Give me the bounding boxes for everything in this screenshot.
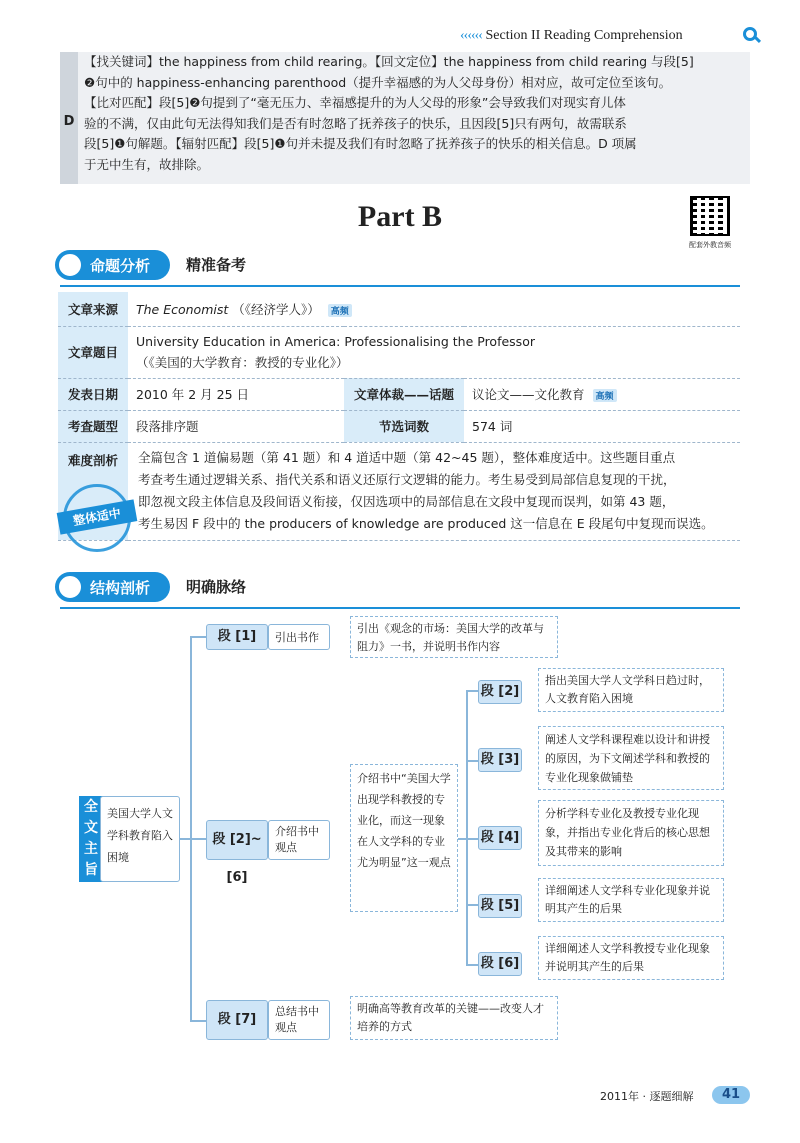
segment-1-desc: 引出书作 <box>268 624 330 650</box>
tree-connector <box>466 760 478 762</box>
tree-connector <box>190 838 206 840</box>
value-source <box>128 292 740 326</box>
segment-5-label: 段 [5] <box>478 894 522 918</box>
label-question-type: 考查题型 <box>58 410 128 442</box>
segment-3-label: 段 [3] <box>478 748 522 772</box>
hot-badge: 高频 <box>328 304 352 317</box>
value-title <box>128 326 740 378</box>
difficulty-line: 即忽视文段主体信息及段间语义衔接，仅因选项中的局部信息在文段中复现而误判，如第 43 题， <box>138 494 675 509</box>
value-genre <box>464 378 740 410</box>
value-word-count: 574 词 <box>464 410 740 442</box>
section-subtitle: 明确脉络 <box>186 578 247 596</box>
segment-3-note: 阐述人文学科课程难以设计和讲授的原因，为下文阐述学科和教授的专业化现象做铺垫 <box>538 726 724 790</box>
section-divider <box>60 607 740 609</box>
value-question-type: 段落排序题 <box>128 410 344 442</box>
tree-connector <box>190 636 206 638</box>
section-title: Section II Reading Comprehension <box>485 28 683 43</box>
segment-6-label: 段 [6] <box>478 952 522 976</box>
section-title-text: 结构剖析 <box>90 578 151 597</box>
answer-explanation <box>84 52 746 176</box>
segment-2-6-desc: 介绍书中观点 <box>268 820 330 860</box>
explanation-line: 段[5]❶句解题。【辐射匹配】段[5]❶句并未提及我们有时忽略了抚养孩子的快乐的相关信息。D 项属 <box>84 136 637 152</box>
main-theme-text: 美国大学人文学科教育陷入困境 <box>100 796 180 882</box>
segment-7-desc: 总结书中观点 <box>268 1000 330 1040</box>
qr-code-pattern <box>693 199 727 233</box>
subtree-trunk <box>466 690 468 964</box>
difficulty-line: 全篇包含 1 道偏易题（第 41 题）和 4 道适中题（第 42~45 题），整体难度适中。这些题目重点 <box>138 450 676 465</box>
explanation-line: ❷句中的 happiness-enhancing parenthood（提升幸福感的为人父母身份）相对应，故可定位至该句。 <box>84 74 672 90</box>
main-theme-label: 全文主旨 <box>79 796 103 882</box>
explanation-line: 于无中生有，故排除。 <box>84 156 210 172</box>
page-number: 41 <box>712 1086 750 1104</box>
magnifier-icon <box>55 572 85 602</box>
part-title: Part B <box>357 200 443 233</box>
segment-2-note: 指出美国大学人文学科日趋过时，人文教育陷入困境 <box>538 668 724 712</box>
label-date: 发表日期 <box>58 378 128 410</box>
title-cn: （《美国的大学教育：教授的专业化》） <box>136 354 349 370</box>
source-en: The Economist <box>136 301 229 317</box>
segment-2-label: 段 [2] <box>478 680 522 704</box>
tree-connector <box>190 1020 206 1022</box>
segment-1-note: 引出《观念的市场：美国大学的改革与阻力》一书，并说明书作内容 <box>350 616 558 658</box>
difficulty-line: 考生易因 F 段中的 the producers of knowledge are produced 这一信息在 E 段尾句中复现而误选。 <box>138 516 714 531</box>
hot-badge: 高频 <box>593 389 617 402</box>
label-word-count: 节选词数 <box>344 410 464 442</box>
segment-2-6-note: 介绍书中“美国大学出现学科教授的专业化，而这一现象在人文学科的专业尤为明显”这一观点 <box>350 764 458 912</box>
title-en: University Education in America: Professionalising the Professor <box>136 333 535 349</box>
difficulty-line: 考查考生通过逻辑关系、指代关系和语义还原行文逻辑的能力。考生易受到局部信息复现的干扰， <box>138 472 676 487</box>
segment-2-6-label: 段 [2]~[6] <box>206 820 268 860</box>
segment-7-label: 段 [7] <box>206 1000 268 1040</box>
label-title: 文章题目 <box>58 326 128 378</box>
value-difficulty <box>128 442 740 540</box>
value-date: 2010 年 2 月 25 日 <box>128 378 344 410</box>
segment-4-note: 分析学科专业化及教授专业化现象，并指出专业化背后的核心思想及其带来的影响 <box>538 800 724 866</box>
explanation-line: 验的不满，仅由此句无法得知我们是否有时忽略了抚养孩子的快乐，且因段[5]只有两句，故需联系 <box>84 115 627 131</box>
tree-connector <box>466 838 478 840</box>
search-icon-handle <box>754 36 761 43</box>
tree-connector <box>466 690 478 692</box>
magnifier-icon <box>55 250 85 280</box>
section-subtitle: 精准备考 <box>186 256 247 274</box>
segment-4-label: 段 [4] <box>478 826 522 850</box>
tree-connector <box>466 904 478 906</box>
segment-5-note: 详细阐述人文学科专业化现象并说明其产生的后果 <box>538 878 724 922</box>
section-title-text: 命题分析 <box>90 256 151 275</box>
segment-1-label: 段 [1] <box>206 624 268 650</box>
difficulty-seal-text: 整体适中 <box>57 499 138 534</box>
explanation-line: 【比对匹配】段[5]❷句提到了“毫无压力、幸福感提升的为人父母的形象”会导致我们对现实育儿体 <box>84 95 626 111</box>
tree-trunk <box>190 636 192 1020</box>
section-header <box>460 28 683 44</box>
explanation-line: 【找关键词】the happiness from child rearing。【回文定位】the happiness from child rearing 与段[5] <box>84 54 694 69</box>
arrow-decoration: ‹‹‹‹‹‹ <box>460 28 482 43</box>
section-divider <box>60 285 740 287</box>
tree-connector <box>466 964 478 966</box>
qr-caption: 配套外教音频 <box>689 241 731 249</box>
answer-letter: D <box>63 114 75 129</box>
segment-7-note: 明确高等教育改革的关键——改变人才培养的方式 <box>350 996 558 1040</box>
source-cn: （《经济学人》） <box>232 301 320 317</box>
label-genre: 文章体裁——话题 <box>344 378 464 410</box>
segment-6-note: 详细阐述人文学科教授专业化现象并说明其产生的后果 <box>538 936 724 980</box>
label-difficulty: 难度剖析 <box>58 442 128 540</box>
article-info-table <box>58 292 740 541</box>
genre-text: 议论文——文化教育 <box>472 387 585 402</box>
footer-text: 2011年 · 逐题细解 <box>600 1090 694 1103</box>
label-source: 文章来源 <box>58 292 128 326</box>
